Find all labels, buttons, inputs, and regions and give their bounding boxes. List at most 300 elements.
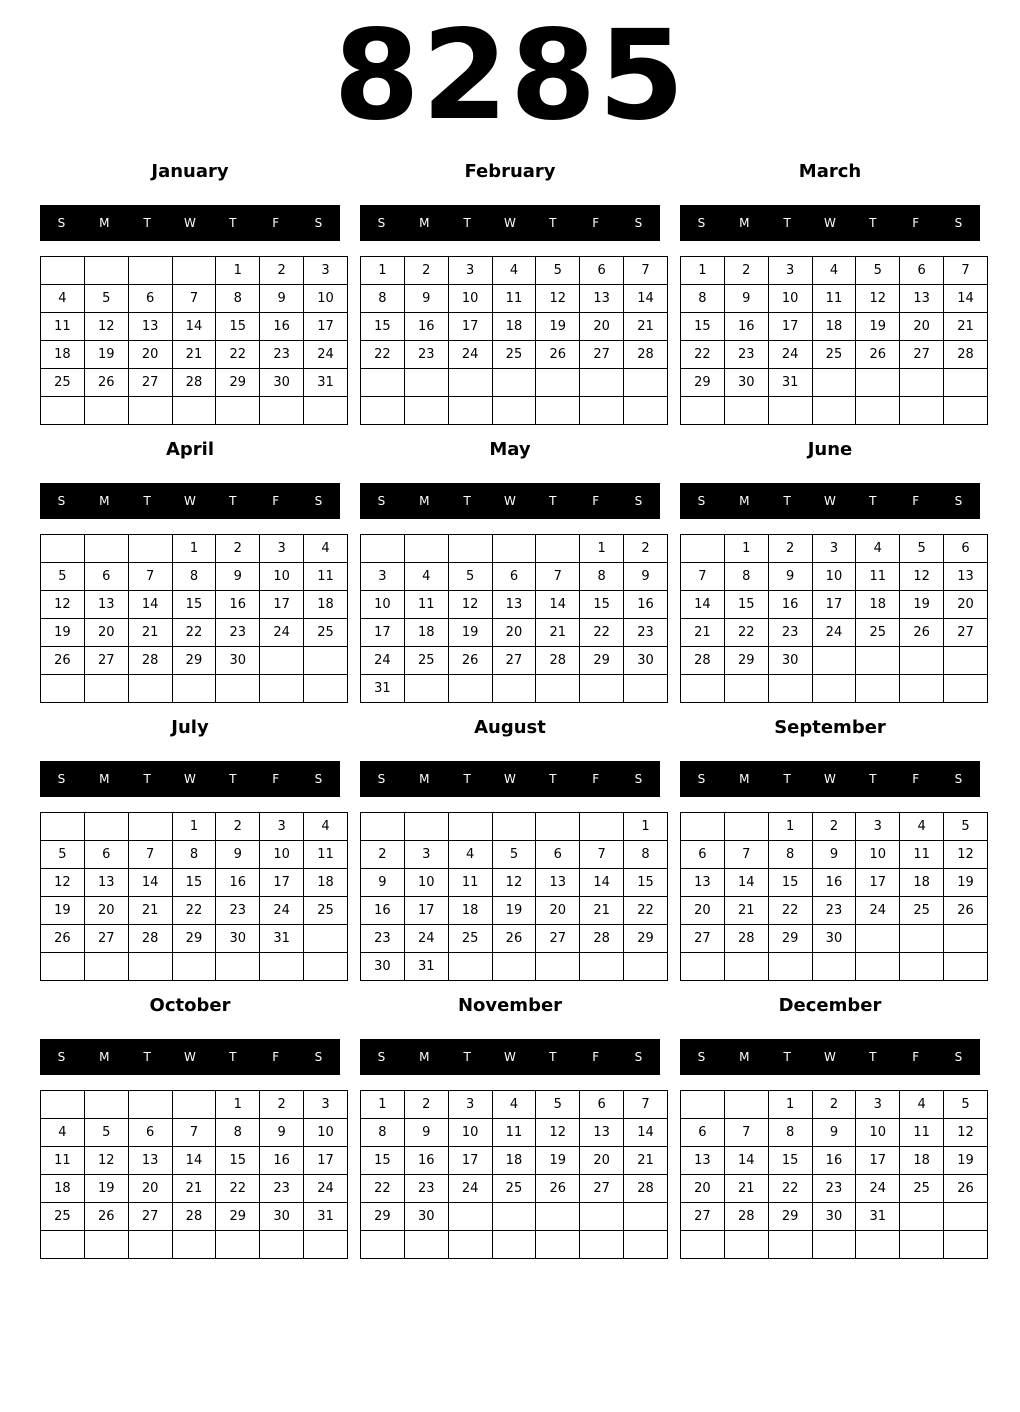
day-cell: 21: [128, 619, 172, 647]
weekday-label: S: [634, 494, 643, 508]
day-cell: 11: [304, 563, 348, 591]
year-title: 8285: [333, 4, 687, 148]
day-cell: 12: [492, 869, 536, 897]
day-cell: 8: [580, 563, 624, 591]
week-row: [681, 1091, 988, 1119]
day-cell: [216, 1231, 260, 1259]
day-cell: 3: [768, 257, 812, 285]
day-cell: 5: [41, 563, 85, 591]
day-cell: 4: [304, 813, 348, 841]
day-cell: [172, 397, 216, 425]
weekday-header: [360, 483, 660, 519]
day-cell: 20: [84, 619, 128, 647]
day-cell: 29: [681, 369, 725, 397]
day-cell: 24: [768, 341, 812, 369]
week-row: [41, 1091, 348, 1119]
weekday-label: T: [783, 216, 791, 230]
weekday-label: S: [314, 772, 323, 786]
day-cell: 30: [361, 953, 405, 981]
day-cell: 20: [84, 897, 128, 925]
day-cell: 9: [260, 1119, 304, 1147]
day-cell: 11: [404, 591, 448, 619]
day-cell: 4: [492, 257, 536, 285]
day-cell: [812, 397, 856, 425]
day-cell: [856, 675, 900, 703]
day-cell: 29: [580, 647, 624, 675]
day-cell: 28: [128, 925, 172, 953]
week-row: [361, 285, 668, 313]
week-row: [41, 591, 348, 619]
day-cell: 26: [900, 619, 944, 647]
day-cell: [361, 813, 405, 841]
weekday-label: S: [634, 1050, 643, 1064]
day-cell: 22: [172, 619, 216, 647]
day-cell: 16: [812, 869, 856, 897]
day-cell: 12: [448, 591, 492, 619]
week-row: [681, 1175, 988, 1203]
day-cell: 15: [216, 1147, 260, 1175]
weekday-label: W: [824, 772, 836, 786]
day-cell: 14: [580, 869, 624, 897]
day-cell: 27: [900, 341, 944, 369]
day-cell: 6: [900, 257, 944, 285]
day-cell: [944, 675, 988, 703]
day-grid: [680, 534, 988, 703]
day-cell: 14: [536, 591, 580, 619]
day-cell: 25: [41, 1203, 85, 1231]
day-cell: [260, 1231, 304, 1259]
day-cell: 20: [900, 313, 944, 341]
weekday-label: T: [869, 494, 877, 508]
week-row: [681, 1231, 988, 1259]
day-cell: 10: [304, 1119, 348, 1147]
week-row: [361, 397, 668, 425]
day-cell: 8: [681, 285, 725, 313]
day-cell: 8: [768, 841, 812, 869]
day-cell: [492, 953, 536, 981]
weekday-label: W: [504, 1050, 516, 1064]
day-cell: [128, 1091, 172, 1119]
day-cell: 2: [260, 1091, 304, 1119]
day-cell: 11: [41, 313, 85, 341]
day-cell: 4: [492, 1091, 536, 1119]
day-cell: 26: [944, 1175, 988, 1203]
day-cell: 17: [448, 1147, 492, 1175]
day-cell: 24: [260, 619, 304, 647]
day-cell: 11: [448, 869, 492, 897]
day-cell: 12: [856, 285, 900, 313]
weekday-label: M: [419, 772, 430, 786]
weekday-header: [680, 1039, 980, 1075]
day-cell: 29: [624, 925, 668, 953]
month-name: July: [171, 717, 209, 738]
day-cell: [492, 397, 536, 425]
day-cell: [900, 1203, 944, 1231]
day-cell: 7: [724, 841, 768, 869]
day-cell: [172, 953, 216, 981]
day-cell: 28: [172, 1203, 216, 1231]
day-cell: 18: [900, 869, 944, 897]
day-cell: 18: [41, 341, 85, 369]
day-cell: 2: [812, 1091, 856, 1119]
week-row: [681, 535, 988, 563]
day-grid: [680, 812, 988, 981]
day-cell: [944, 647, 988, 675]
day-cell: 2: [624, 535, 668, 563]
day-cell: 3: [856, 1091, 900, 1119]
day-cell: [84, 1231, 128, 1259]
day-cell: 23: [404, 341, 448, 369]
weekday-label: W: [824, 1050, 836, 1064]
week-row: [361, 1147, 668, 1175]
day-cell: [128, 813, 172, 841]
day-cell: 7: [724, 1119, 768, 1147]
day-cell: [260, 675, 304, 703]
day-cell: 2: [812, 813, 856, 841]
day-cell: 13: [681, 869, 725, 897]
day-cell: 16: [260, 313, 304, 341]
month-name: September: [774, 717, 886, 738]
day-cell: 6: [128, 1119, 172, 1147]
weekday-label: T: [229, 216, 237, 230]
week-row: [681, 953, 988, 981]
day-cell: 6: [492, 563, 536, 591]
day-cell: 10: [448, 285, 492, 313]
day-cell: 3: [304, 257, 348, 285]
week-row: [41, 813, 348, 841]
weekday-label: S: [634, 772, 643, 786]
day-cell: [856, 647, 900, 675]
month-name: October: [149, 995, 231, 1016]
day-cell: 4: [304, 535, 348, 563]
day-cell: [172, 675, 216, 703]
day-cell: 1: [580, 535, 624, 563]
day-cell: [448, 675, 492, 703]
weekday-label: T: [783, 494, 791, 508]
day-cell: [260, 647, 304, 675]
weekday-label: F: [272, 1050, 280, 1064]
day-cell: 22: [768, 1175, 812, 1203]
day-cell: [536, 535, 580, 563]
month-name: March: [798, 161, 862, 182]
day-cell: 21: [724, 1175, 768, 1203]
day-cell: 15: [681, 313, 725, 341]
day-cell: 5: [900, 535, 944, 563]
day-cell: [41, 675, 85, 703]
weekday-label: S: [314, 216, 323, 230]
day-cell: 16: [260, 1147, 304, 1175]
weekday-label: T: [143, 1050, 151, 1064]
day-cell: [580, 1203, 624, 1231]
weekday-label: S: [954, 772, 963, 786]
week-row: [361, 313, 668, 341]
weekday-header: [680, 205, 980, 241]
week-row: [361, 813, 668, 841]
day-cell: 24: [404, 925, 448, 953]
day-cell: 29: [768, 1203, 812, 1231]
day-cell: [304, 1231, 348, 1259]
day-cell: [41, 257, 85, 285]
day-cell: 17: [260, 591, 304, 619]
day-cell: 17: [260, 869, 304, 897]
weekday-label: W: [824, 216, 836, 230]
day-cell: 19: [536, 1147, 580, 1175]
weekday-label: S: [697, 216, 706, 230]
day-cell: 19: [536, 313, 580, 341]
week-row: [361, 841, 668, 869]
weekday-label: T: [143, 494, 151, 508]
day-cell: [580, 953, 624, 981]
weekday-label: S: [954, 494, 963, 508]
week-row: [41, 675, 348, 703]
day-cell: 4: [900, 1091, 944, 1119]
day-cell: [681, 397, 725, 425]
day-cell: [41, 1091, 85, 1119]
week-row: [41, 1231, 348, 1259]
day-cell: 8: [216, 285, 260, 313]
day-cell: 2: [404, 257, 448, 285]
day-cell: [172, 257, 216, 285]
day-cell: 9: [216, 563, 260, 591]
day-cell: [624, 369, 668, 397]
day-cell: 28: [580, 925, 624, 953]
day-cell: 20: [681, 897, 725, 925]
day-grid: [40, 812, 348, 981]
weekday-label: M: [99, 1050, 110, 1064]
week-row: [681, 1203, 988, 1231]
week-row: [41, 369, 348, 397]
day-cell: 11: [492, 1119, 536, 1147]
day-cell: 18: [492, 313, 536, 341]
day-cell: 12: [84, 1147, 128, 1175]
day-cell: 24: [448, 341, 492, 369]
day-cell: 23: [624, 619, 668, 647]
day-cell: 22: [216, 1175, 260, 1203]
day-cell: 26: [41, 925, 85, 953]
day-cell: 22: [624, 897, 668, 925]
day-cell: 12: [84, 313, 128, 341]
day-cell: [624, 953, 668, 981]
day-cell: 25: [492, 341, 536, 369]
week-row: [41, 869, 348, 897]
week-row: [41, 563, 348, 591]
day-cell: 13: [128, 313, 172, 341]
day-cell: [724, 1091, 768, 1119]
day-cell: [580, 813, 624, 841]
weekday-label: F: [912, 494, 920, 508]
weekday-label: S: [697, 1050, 706, 1064]
day-cell: 31: [404, 953, 448, 981]
day-cell: 4: [448, 841, 492, 869]
day-cell: 24: [361, 647, 405, 675]
day-cell: 19: [944, 869, 988, 897]
day-cell: 18: [492, 1147, 536, 1175]
day-cell: 6: [681, 1119, 725, 1147]
day-cell: 21: [944, 313, 988, 341]
day-cell: 17: [404, 897, 448, 925]
day-cell: 29: [724, 647, 768, 675]
week-row: [681, 897, 988, 925]
week-row: [681, 563, 988, 591]
weekday-header: [360, 1039, 660, 1075]
weekday-header: [40, 761, 340, 797]
day-cell: [768, 1231, 812, 1259]
day-cell: 30: [404, 1203, 448, 1231]
week-row: [361, 647, 668, 675]
day-cell: 8: [361, 1119, 405, 1147]
day-cell: 7: [128, 563, 172, 591]
day-cell: 11: [900, 1119, 944, 1147]
week-row: [681, 397, 988, 425]
week-row: [361, 1119, 668, 1147]
weekday-label: S: [314, 494, 323, 508]
day-cell: 15: [724, 591, 768, 619]
day-cell: [404, 675, 448, 703]
weekday-label: S: [57, 1050, 66, 1064]
weekday-label: S: [377, 494, 386, 508]
day-cell: 30: [812, 925, 856, 953]
weekday-label: T: [549, 216, 557, 230]
day-cell: 24: [304, 341, 348, 369]
weekday-label: F: [272, 216, 280, 230]
week-row: [361, 619, 668, 647]
day-cell: 15: [624, 869, 668, 897]
day-cell: [128, 675, 172, 703]
week-row: [41, 953, 348, 981]
weekday-label: F: [272, 772, 280, 786]
day-cell: [536, 397, 580, 425]
day-cell: 19: [41, 897, 85, 925]
day-cell: 1: [768, 1091, 812, 1119]
day-cell: [304, 647, 348, 675]
day-cell: [768, 675, 812, 703]
day-cell: 2: [768, 535, 812, 563]
day-cell: 14: [128, 591, 172, 619]
day-cell: [84, 813, 128, 841]
day-cell: 29: [216, 1203, 260, 1231]
weekday-label: W: [504, 494, 516, 508]
day-cell: 21: [128, 897, 172, 925]
day-cell: 4: [812, 257, 856, 285]
day-cell: [812, 369, 856, 397]
week-row: [681, 591, 988, 619]
day-cell: 12: [41, 591, 85, 619]
day-cell: 1: [681, 257, 725, 285]
day-cell: [304, 397, 348, 425]
day-cell: [580, 369, 624, 397]
day-cell: [768, 953, 812, 981]
day-cell: [448, 1203, 492, 1231]
day-cell: 15: [768, 869, 812, 897]
day-cell: [856, 369, 900, 397]
day-cell: 27: [681, 925, 725, 953]
day-cell: 17: [856, 1147, 900, 1175]
day-cell: [681, 675, 725, 703]
day-cell: 25: [900, 897, 944, 925]
day-cell: 20: [580, 1147, 624, 1175]
weekday-label: W: [504, 216, 516, 230]
day-cell: [84, 397, 128, 425]
weekday-label: S: [697, 494, 706, 508]
day-cell: [492, 1203, 536, 1231]
day-cell: 21: [624, 313, 668, 341]
day-cell: 6: [580, 1091, 624, 1119]
day-cell: 7: [624, 1091, 668, 1119]
day-cell: [304, 953, 348, 981]
weekday-label: M: [99, 216, 110, 230]
day-cell: 13: [492, 591, 536, 619]
day-cell: [944, 953, 988, 981]
day-cell: 29: [768, 925, 812, 953]
week-row: [41, 397, 348, 425]
day-cell: 2: [724, 257, 768, 285]
day-cell: 5: [84, 1119, 128, 1147]
day-cell: 4: [41, 1119, 85, 1147]
day-cell: 8: [724, 563, 768, 591]
day-cell: 6: [681, 841, 725, 869]
day-cell: 14: [128, 869, 172, 897]
day-cell: 29: [172, 925, 216, 953]
week-row: [361, 1175, 668, 1203]
day-cell: 22: [580, 619, 624, 647]
day-cell: 23: [260, 341, 304, 369]
week-row: [681, 841, 988, 869]
day-cell: 28: [536, 647, 580, 675]
day-cell: 28: [724, 925, 768, 953]
weekday-label: T: [229, 772, 237, 786]
day-cell: 12: [536, 1119, 580, 1147]
day-cell: 25: [404, 647, 448, 675]
day-cell: 1: [172, 535, 216, 563]
day-cell: 1: [361, 1091, 405, 1119]
day-cell: 15: [361, 313, 405, 341]
day-cell: 17: [304, 313, 348, 341]
day-cell: [900, 647, 944, 675]
day-cell: [812, 647, 856, 675]
weekday-label: F: [592, 1050, 600, 1064]
month-name: January: [151, 161, 229, 182]
day-cell: [128, 535, 172, 563]
day-cell: 24: [856, 1175, 900, 1203]
day-cell: 5: [448, 563, 492, 591]
day-cell: [448, 813, 492, 841]
weekday-label: W: [824, 494, 836, 508]
day-cell: [624, 1203, 668, 1231]
weekday-label: S: [377, 216, 386, 230]
day-cell: 27: [536, 925, 580, 953]
weekday-label: T: [869, 772, 877, 786]
day-cell: 28: [944, 341, 988, 369]
day-cell: 8: [172, 563, 216, 591]
weekday-label: M: [739, 1050, 750, 1064]
weekday-label: M: [739, 494, 750, 508]
day-cell: 30: [216, 925, 260, 953]
day-cell: 5: [492, 841, 536, 869]
day-cell: [536, 369, 580, 397]
day-cell: 15: [768, 1147, 812, 1175]
day-cell: 16: [624, 591, 668, 619]
day-cell: 24: [260, 897, 304, 925]
weekday-label: S: [314, 1050, 323, 1064]
weekday-label: S: [697, 772, 706, 786]
day-cell: 28: [724, 1203, 768, 1231]
day-cell: 27: [580, 1175, 624, 1203]
day-cell: 10: [304, 285, 348, 313]
week-row: [41, 619, 348, 647]
day-cell: 6: [944, 535, 988, 563]
day-cell: 29: [361, 1203, 405, 1231]
day-cell: 13: [84, 869, 128, 897]
